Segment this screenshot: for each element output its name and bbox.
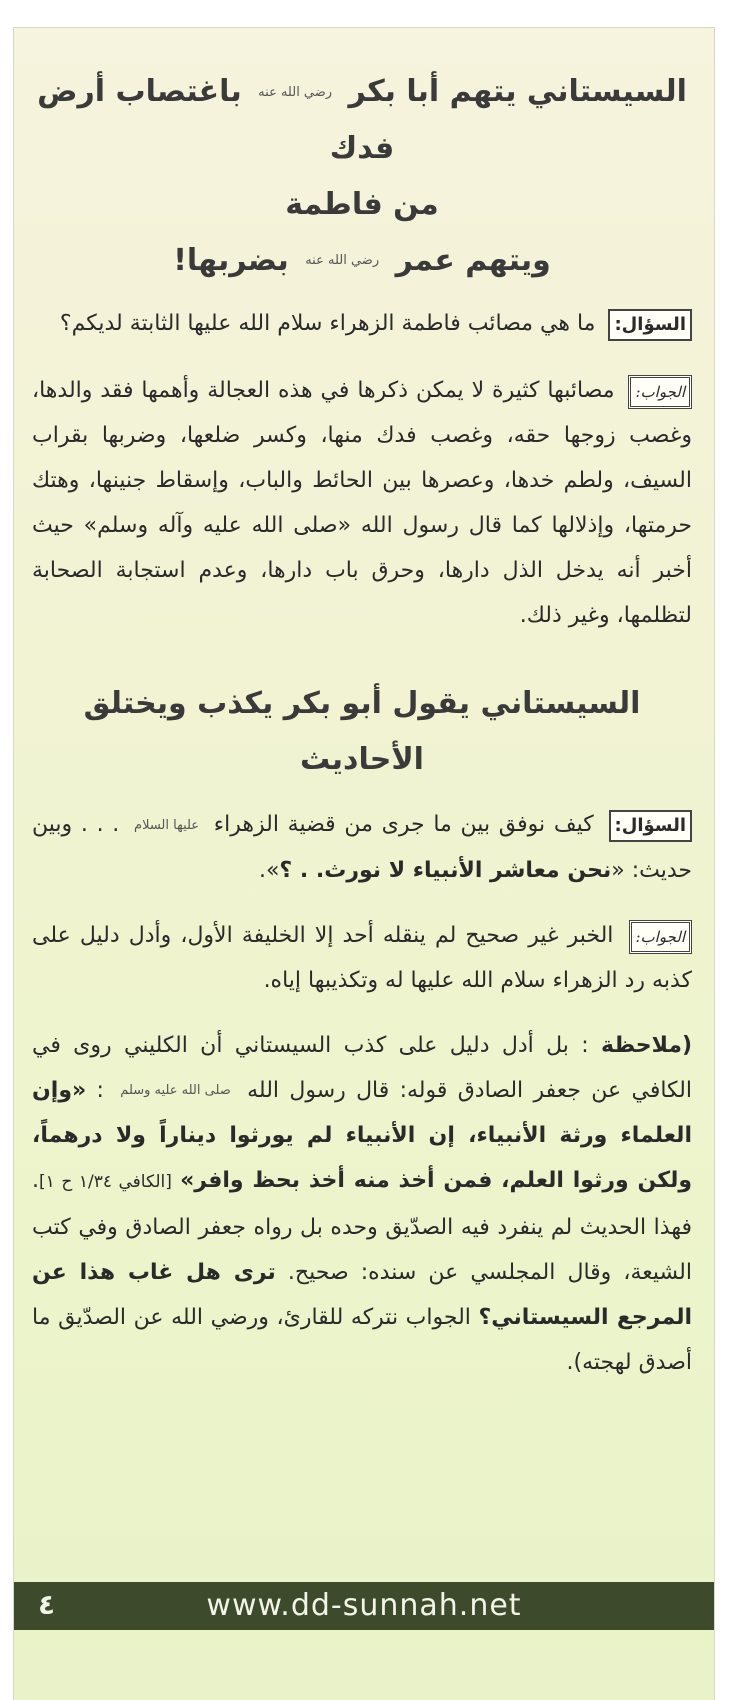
question-label: السؤال: [608, 309, 692, 341]
note-question: ترى هل غاب هذا عن المرجع السيستاني؟ [32, 1260, 692, 1330]
question-paragraph-2 [32, 802, 692, 893]
section1-title-line3-end: بضربها! [173, 242, 289, 278]
honorific-mark: رضي الله عنه [305, 253, 380, 268]
document-page [14, 28, 714, 1700]
note-quote: «وإن العلماء ورثة الأنبياء، إن الأنبياء لم يورثوا ديناراً ولا درهماً، ولكن ورثوا العلم، فمن أخذ منه أخذ بحظ وافر» [32, 1077, 693, 1193]
note-text2: . فهذا الحديث لم ينفرد فيه الصدّيق وحده بل رواه جعفر الصادق وفي كتب الشيعة، وقال المجلسي عن سنده: صحيح. [32, 1168, 692, 1285]
section1-title-line3-wrap [32, 233, 692, 290]
section2-title: السيستاني يقول أبو بكر يكذب ويختلق الأحاديث [83, 686, 641, 777]
note-citation: [الكافي ١/٣٤ ح ١] [39, 1172, 172, 1192]
page-number: ٤ [38, 1588, 56, 1621]
section1-title-line3: ويتهم عمر [395, 242, 551, 278]
footer-bar [14, 1582, 714, 1630]
note-text1-end: : [96, 1077, 104, 1103]
question-paragraph-1 [32, 301, 692, 346]
honorific-mark: صلى الله عليه وسلم [120, 1083, 231, 1098]
question-text-end: ». [258, 857, 280, 883]
note-text3: الجواب نتركه للقارئ، ورضي الله عن الصدّيق ما أصدق لهجته). [32, 1305, 692, 1375]
answer-text: الخبر غير صحيح لم ينقله أحد إلا الخليفة الأول، وأدل دليل على كذبه رد الزهراء سلام الله عليها له وتكذيبها إياه. [32, 922, 692, 993]
answer-label: الجواب: [628, 375, 692, 409]
answer-text: مصائبها كثيرة لا يمكن ذكرها في هذه العجالة وأهمها فقد والدها، وغصب زوجها حقه، وغصب فدك منها، وكسر ضلعها، وضربها بقراب السيف، ولطم خدها، وعصرها بين الحائط والباب، وإسقاط جنينها، وهتك حرمتها، وإذلالها كما قال رسول الله «صلى الله عليه وآله وسلم» حيث أخبر أنه يدخل الذل دارها، وحرق باب دارها، وعدم استجابة الصحابة لتظلمها، وغير ذلك. [32, 378, 692, 628]
section1-title [32, 64, 692, 177]
note-text1: : بل أدل دليل على كذب السيستاني أن الكليني روى في الكافي عن جعفر الصادق قوله: قال رسول الله [32, 1032, 692, 1103]
question-hadith: نحن معاشر الأنبياء لا نورث. . ؟ [279, 857, 612, 883]
honorific-mark: رضي الله عنه [258, 84, 333, 100]
question-text-part2: . . . وبين حديث: « [32, 812, 692, 883]
answer-paragraph-2 [32, 913, 692, 1003]
answer-label: الجواب: [629, 920, 693, 954]
website-link[interactable]: www.dd-sunnah.net [206, 1588, 522, 1623]
section1-title-line1-end: باغتصاب أرض فدك [37, 74, 395, 166]
section1-title-line1: السيستاني يتهم أبا بكر [348, 74, 687, 109]
note-label: (ملاحظة [601, 1032, 693, 1058]
page-content [32, 64, 692, 1385]
question-label: السؤال: [609, 810, 693, 842]
section1-title-line2: من فاطمة [285, 186, 439, 222]
honorific-mark: عليها السلام [134, 817, 200, 833]
answer-paragraph-1 [32, 368, 692, 638]
question-text: ما هي مصائب فاطمة الزهراء سلام الله عليها الثابتة لديكم؟ [59, 311, 596, 336]
note-paragraph [32, 1023, 692, 1386]
question-text-part1: كيف نوفق بين ما جرى من قضية الزهراء [213, 812, 594, 837]
